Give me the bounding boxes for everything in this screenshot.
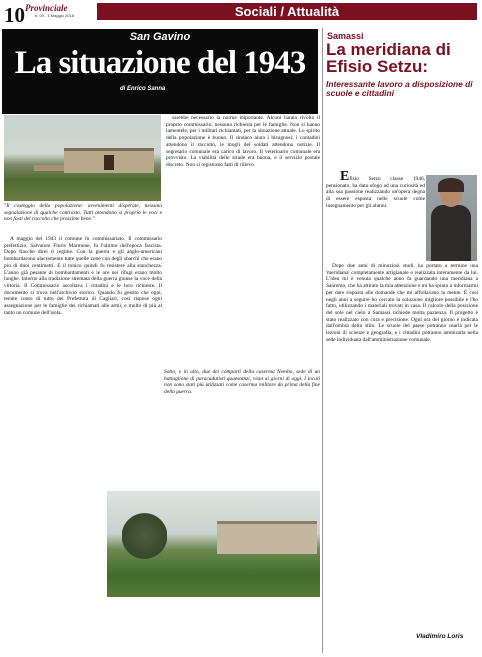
drop-cap: E bbox=[340, 169, 350, 184]
article-title: La meridiana di Efisio Setzu: bbox=[326, 40, 451, 76]
article-location-tag: Samassi bbox=[327, 31, 364, 41]
article-headline: La situazione del 1943 bbox=[14, 45, 306, 81]
article-kicker: San Gavino bbox=[129, 31, 191, 43]
paragraph: A maggio del 1943 il comune fu commissariato. Il commissario prefettizio, Salvatore Floris Marmone, fu l'ultimo dell'epoca fascista. Dopo fiacche direi il regime. Con la guerra e gli anglo-americani bombardarono alacremente tutte quelle zone con degli sbarchi che erano piu di duoi centimetri. E il tonico quindi fu resistere alla stanchezza. L'anno già pesante di bombardamenti e le ore nei rifugi erano molto lunghe. Intorno alla tradizione stremata della guerra giunse la voce della vittoria. Il Commissario ascoltava i cittadini e le loro richieste. Il documento si trova nell'archivio storico. Quando fu gestito che ogni, tenute conto di tutto dei Prefettura di Cagliari, così rispose ogni assegnazione per le famiglie dei richiamati alle armi, e molto di più al tanto un comune dell'isola. bbox=[4, 236, 162, 316]
article-body-narrow bbox=[326, 169, 425, 210]
paragraph: sarebbe necessario la norme importante. Alcuni hanno rivolto il proprio commissario, nessuno richiesta per le famiglie. Non si hanno lamentele, per i militari richiamati, per la situazione attuale. Lo spirito della popolazione è buono. Il sindaco aiuta i bisognosi: i contadini attendono il raccolto, le mogli dei soldati attendono notizie. Il segretario comunale era carico di lavoro. Il veterinario comunale era provvisto. La viabilità delle strade era buona, e il servizio postale discreto. Non si registrano fatti di rilievo. bbox=[166, 115, 320, 168]
newspaper-logo: Provinciale bbox=[25, 3, 68, 13]
photo-caption-top: "Il costeggio della popolazione: avvenimenti disperate, nessuna segnalazione di qualche contrasto. Tutti attendono si proprio le voci e non fosti del raccolto che prossime bene." bbox=[4, 203, 162, 223]
section-title: Sociali / Attualità bbox=[234, 4, 340, 19]
barracks-photo-top bbox=[4, 115, 161, 201]
photo-caption-bottom: Sotto, e in alto, due dei comparti della caserma Nembo, sede di un battaglione di paracadutisti quaestanzi, vista ai giorni di oggi. I locali non sono stati più utilizzati come caserma militare da prima della fine della guerra. bbox=[164, 369, 320, 395]
paragraph bbox=[326, 169, 425, 210]
article-byline: di Enrico Sanna bbox=[120, 86, 166, 92]
article-column-middle bbox=[166, 115, 320, 365]
article-author: Vladimiro Loris bbox=[416, 633, 464, 640]
column-divider bbox=[322, 28, 323, 653]
paragraph-text: fisio Setzu classe 1946, pensionato, ha dato sfogo ad una curiosità ed alla sua passione realizzando un'opera degna di essere esposta nelle scuole come insegnamento per gli alunni. bbox=[326, 176, 425, 209]
page-number: 10 bbox=[4, 3, 25, 27]
article-body-wide bbox=[326, 263, 478, 628]
portrait-photo bbox=[426, 175, 477, 261]
barracks-photo-bottom bbox=[107, 491, 320, 597]
issue-info: n. 09 - 1 Maggio 2018 bbox=[35, 13, 74, 18]
article-subtitle: Interessante lavoro a disposizione di scuole e cittadini bbox=[326, 79, 473, 99]
paragraph: Dopo due anni di minuziosi studi, ha portato a termine una 'meridiana' completamente artigianale e realizzata interamente da lui. L'idea mi è venuta qualche anno fa guardando una meridiana a Sanremo, che ha attirato la mia attenzione e mi ha spinto a informarmi per dare risposta alle domande che mi affollavano la mente. È così negli anni a seguire ho cercato la soluzione migliore possibile e l'ho fatto, utilizzando i materiali trovati in casa. Il calcolo della posizione del sole nel cielo a Samassi richiede molta pazienza. Il progetto è stato realizzato con cura e precisione. Ogni ora del giorno è indicata dall'ombra dello stilo. Le scuole del paese potranno usarla per le lezioni di scienze e geografia, e i cittadini potranno ammirarla nella sede individuata dall'amministrazione comunale. bbox=[326, 263, 478, 343]
